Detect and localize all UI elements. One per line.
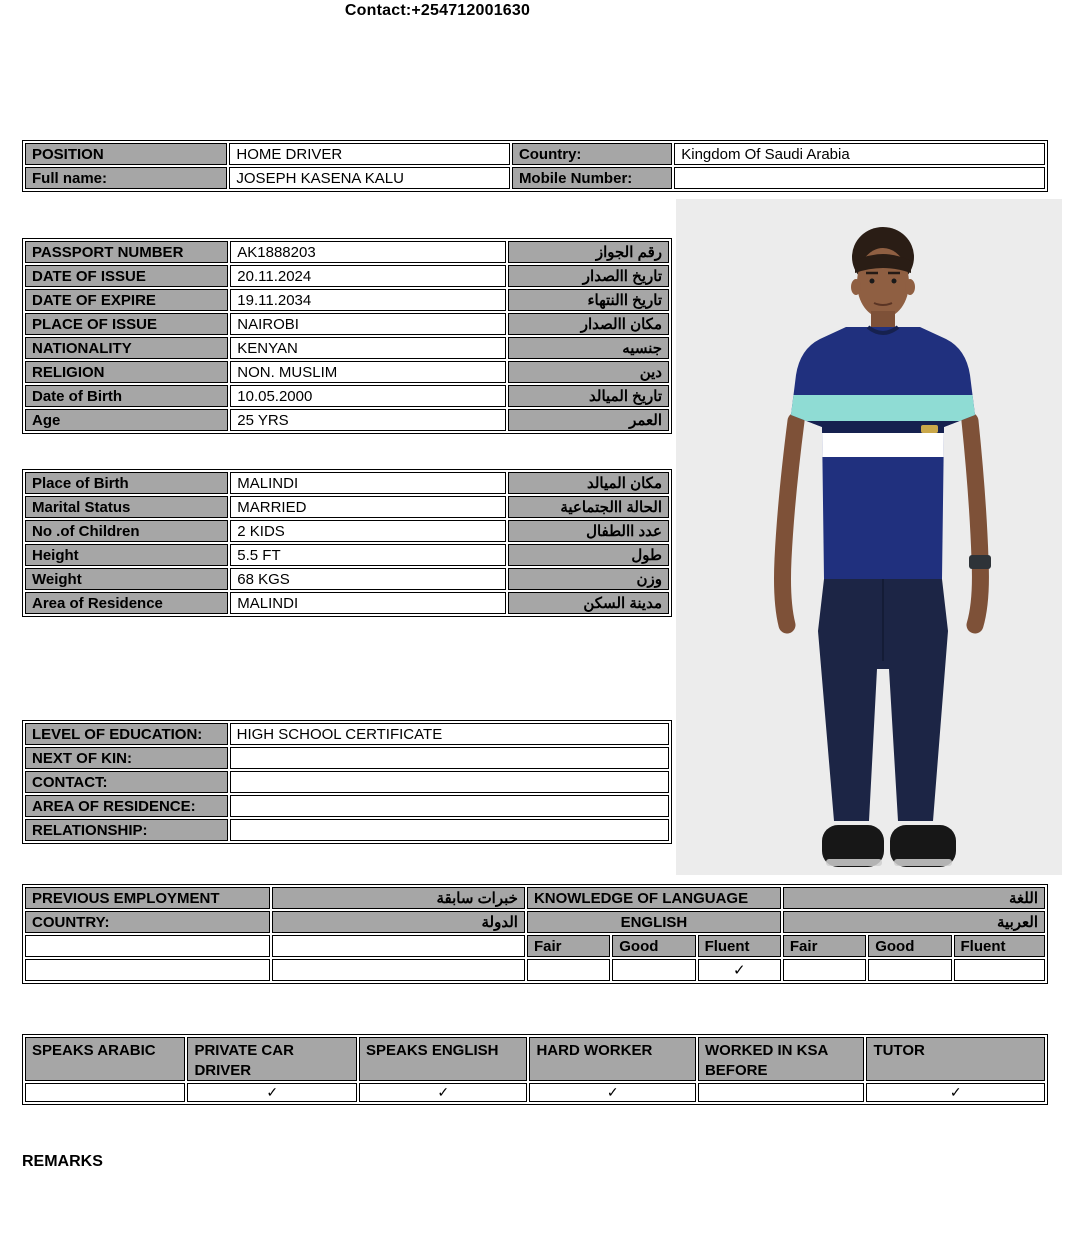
- table-row: [25, 241, 669, 263]
- hard-worker-check: ✓: [529, 1083, 695, 1102]
- country-label: Country:: [512, 143, 672, 165]
- english-fluent-header: Fluent: [698, 935, 781, 957]
- table-row: [25, 337, 669, 359]
- next-of-kin-label: NEXT OF KIN:: [25, 747, 228, 769]
- employment-country-value: [272, 935, 525, 957]
- table-row: [25, 819, 669, 841]
- employment-country-entry: [272, 959, 525, 981]
- marital-status-arabic: الحالة االجتماعية: [508, 496, 669, 518]
- table-row: [25, 1037, 1045, 1081]
- height-arabic: طول: [508, 544, 669, 566]
- table-row: [25, 959, 1045, 981]
- table-row: [25, 592, 669, 614]
- table-row: [25, 935, 1045, 957]
- kin-residence-value: [230, 795, 669, 817]
- children-label: No .of Children: [25, 520, 228, 542]
- date-of-expire-label: DATE OF EXPIRE: [25, 289, 228, 311]
- nationality-label: NATIONALITY: [25, 337, 228, 359]
- personal-details-table: [22, 469, 672, 617]
- position-value: HOME DRIVER: [229, 143, 510, 165]
- residence-arabic: مدينة السكن: [508, 592, 669, 614]
- kin-contact-value: [230, 771, 669, 793]
- religion-label: RELIGION: [25, 361, 228, 383]
- height-value: 5.5 FT: [230, 544, 506, 566]
- previous-employment-value: [25, 935, 270, 957]
- table-row: [25, 544, 669, 566]
- arabic-language-header: العربية: [783, 911, 1045, 933]
- private-car-driver-header: PRIVATE CAR DRIVER: [187, 1037, 357, 1081]
- place-of-birth-arabic: مكان الميالد: [508, 472, 669, 494]
- kin-contact-label: CONTACT:: [25, 771, 228, 793]
- nationality-arabic: جنسيه: [508, 337, 669, 359]
- table-row: [25, 911, 1045, 933]
- religion-value: NON. MUSLIM: [230, 361, 506, 383]
- position-info-table: [22, 140, 1048, 192]
- speaks-english-check: ✓: [359, 1083, 528, 1102]
- height-label: Height: [25, 544, 228, 566]
- speaks-arabic-header: SPEAKS ARABIC: [25, 1037, 185, 1081]
- children-value: 2 KIDS: [230, 520, 506, 542]
- date-of-birth-value: 10.05.2000: [230, 385, 506, 407]
- full-name-label: Full name:: [25, 167, 227, 189]
- passport-number-arabic: رقم الجواز: [508, 241, 669, 263]
- table-row: [25, 409, 669, 431]
- table-row: [25, 361, 669, 383]
- private-car-driver-check: ✓: [187, 1083, 357, 1102]
- kin-relationship-value: [230, 819, 669, 841]
- date-of-birth-arabic: تاريخ الميالد: [508, 385, 669, 407]
- residence-label: Area of Residence: [25, 592, 228, 614]
- children-arabic: عدد االطفال: [508, 520, 669, 542]
- table-row: [25, 747, 669, 769]
- residence-value: MALINDI: [230, 592, 506, 614]
- table-row: [25, 568, 669, 590]
- education-level-value: HIGH SCHOOL CERTIFICATE: [230, 723, 669, 745]
- previous-employment-label: PREVIOUS EMPLOYMENT: [25, 887, 270, 909]
- tutor-check: ✓: [866, 1083, 1045, 1102]
- language-arabic-label: اللغة: [783, 887, 1045, 909]
- mobile-number-value: [674, 167, 1045, 189]
- date-of-expire-arabic: تاريخ االنتهاء: [508, 289, 669, 311]
- table-row: [25, 1083, 1045, 1102]
- religion-arabic: دين: [508, 361, 669, 383]
- place-of-issue-arabic: مكان االصدار: [508, 313, 669, 335]
- table-row: [25, 795, 669, 817]
- place-of-issue-label: PLACE OF ISSUE: [25, 313, 228, 335]
- table-row: [25, 167, 1045, 189]
- english-fluent-check: ✓: [698, 959, 781, 981]
- english-fair-header: Fair: [527, 935, 610, 957]
- arabic-good-check: [868, 959, 951, 981]
- arabic-fluent-header: Fluent: [954, 935, 1045, 957]
- speaks-english-header: SPEAKS ENGLISH: [359, 1037, 528, 1081]
- english-good-check: [612, 959, 695, 981]
- applicant-photo-illustration: [676, 199, 1062, 875]
- english-good-header: Good: [612, 935, 695, 957]
- date-of-issue-value: 20.11.2024: [230, 265, 506, 287]
- english-language-header: ENGLISH: [527, 911, 781, 933]
- place-of-issue-value: NAIROBI: [230, 313, 506, 335]
- table-row: [25, 265, 669, 287]
- mobile-number-label: Mobile Number:: [512, 167, 672, 189]
- previous-employment-entry: [25, 959, 270, 981]
- employment-country-label: COUNTRY:: [25, 911, 270, 933]
- table-row: [25, 520, 669, 542]
- table-row: [25, 472, 669, 494]
- arabic-fair-header: Fair: [783, 935, 866, 957]
- employment-language-table: [22, 884, 1048, 984]
- table-row: [25, 143, 1045, 165]
- speaks-arabic-check: [25, 1083, 185, 1102]
- kin-residence-label: AREA OF RESIDENCE:: [25, 795, 228, 817]
- weight-label: Weight: [25, 568, 228, 590]
- employment-country-arabic: الدولة: [272, 911, 525, 933]
- table-row: [25, 496, 669, 518]
- table-row: [25, 771, 669, 793]
- education-table: [22, 720, 672, 844]
- date-of-issue-label: DATE OF ISSUE: [25, 265, 228, 287]
- marital-status-value: MARRIED: [230, 496, 506, 518]
- contact-header: Contact:+254712001630: [344, 2, 531, 19]
- passport-number-value: AK1888203: [230, 241, 506, 263]
- arabic-good-header: Good: [868, 935, 951, 957]
- arabic-fluent-check: [954, 959, 1045, 981]
- age-arabic: العمر: [508, 409, 669, 431]
- weight-value: 68 KGS: [230, 568, 506, 590]
- english-fair-check: [527, 959, 610, 981]
- table-row: [25, 887, 1045, 909]
- arabic-fair-check: [783, 959, 866, 981]
- position-label: POSITION: [25, 143, 227, 165]
- education-level-label: LEVEL OF EDUCATION:: [25, 723, 228, 745]
- table-row: [25, 289, 669, 311]
- place-of-birth-value: MALINDI: [230, 472, 506, 494]
- tutor-header: TUTOR: [866, 1037, 1045, 1081]
- knowledge-of-language-label: KNOWLEDGE OF LANGUAGE: [527, 887, 781, 909]
- table-row: [25, 313, 669, 335]
- date-of-birth-label: Date of Birth: [25, 385, 228, 407]
- full-name-value: JOSEPH KASENA KALU: [229, 167, 510, 189]
- age-value: 25 YRS: [230, 409, 506, 431]
- table-row: [25, 723, 669, 745]
- date-of-issue-arabic: تاريخ االصدار: [508, 265, 669, 287]
- marital-status-label: Marital Status: [25, 496, 228, 518]
- passport-details-table: [22, 238, 672, 434]
- applicant-photo: [676, 199, 1062, 875]
- next-of-kin-value: [230, 747, 669, 769]
- country-value: Kingdom Of Saudi Arabia: [674, 143, 1045, 165]
- passport-number-label: PASSPORT NUMBER: [25, 241, 228, 263]
- place-of-birth-label: Place of Birth: [25, 472, 228, 494]
- weight-arabic: وزن: [508, 568, 669, 590]
- date-of-expire-value: 19.11.2034: [230, 289, 506, 311]
- age-label: Age: [25, 409, 228, 431]
- worked-in-ksa-header: WORKED IN KSA BEFORE: [698, 1037, 864, 1081]
- nationality-value: KENYAN: [230, 337, 506, 359]
- worked-in-ksa-check: [698, 1083, 864, 1102]
- previous-employment-arabic: خبرات سابقة: [272, 887, 525, 909]
- hard-worker-header: HARD WORKER: [529, 1037, 695, 1081]
- kin-relationship-label: RELATIONSHIP:: [25, 819, 228, 841]
- remarks-label: REMARKS: [22, 1153, 103, 1170]
- skills-table: [22, 1034, 1048, 1105]
- table-row: [25, 385, 669, 407]
